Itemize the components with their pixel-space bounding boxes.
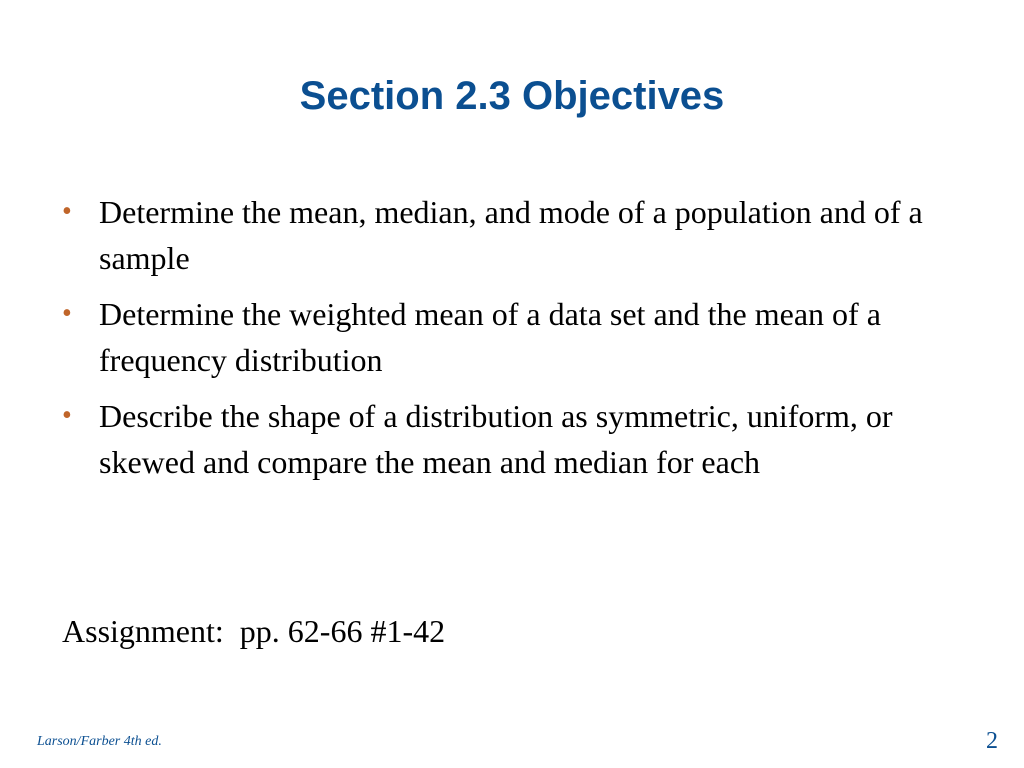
footer-citation: Larson/Farber 4th ed. [37, 734, 162, 749]
bullet-icon: • [62, 196, 72, 227]
objective-item [62, 291, 942, 383]
bullet-icon: • [62, 400, 72, 431]
objective-item [62, 189, 942, 281]
objective-text: Determine the mean, median, and mode of a population and of a sample [99, 194, 923, 276]
slide-title: Section 2.3 Objectives [299, 74, 725, 118]
objective-text: Describe the shape of a distribution as symmetric, uniform, or skewed and compare the mean and median for each [99, 398, 893, 480]
bullet-icon: • [62, 298, 72, 329]
page-number: 2 [986, 728, 998, 754]
objective-item [62, 393, 942, 485]
objectives-list [62, 189, 942, 495]
assignment-text: Assignment: pp. 62-66 #1-42 [62, 613, 446, 649]
objective-text: Determine the weighted mean of a data set and the mean of a frequency distribution [99, 296, 881, 378]
